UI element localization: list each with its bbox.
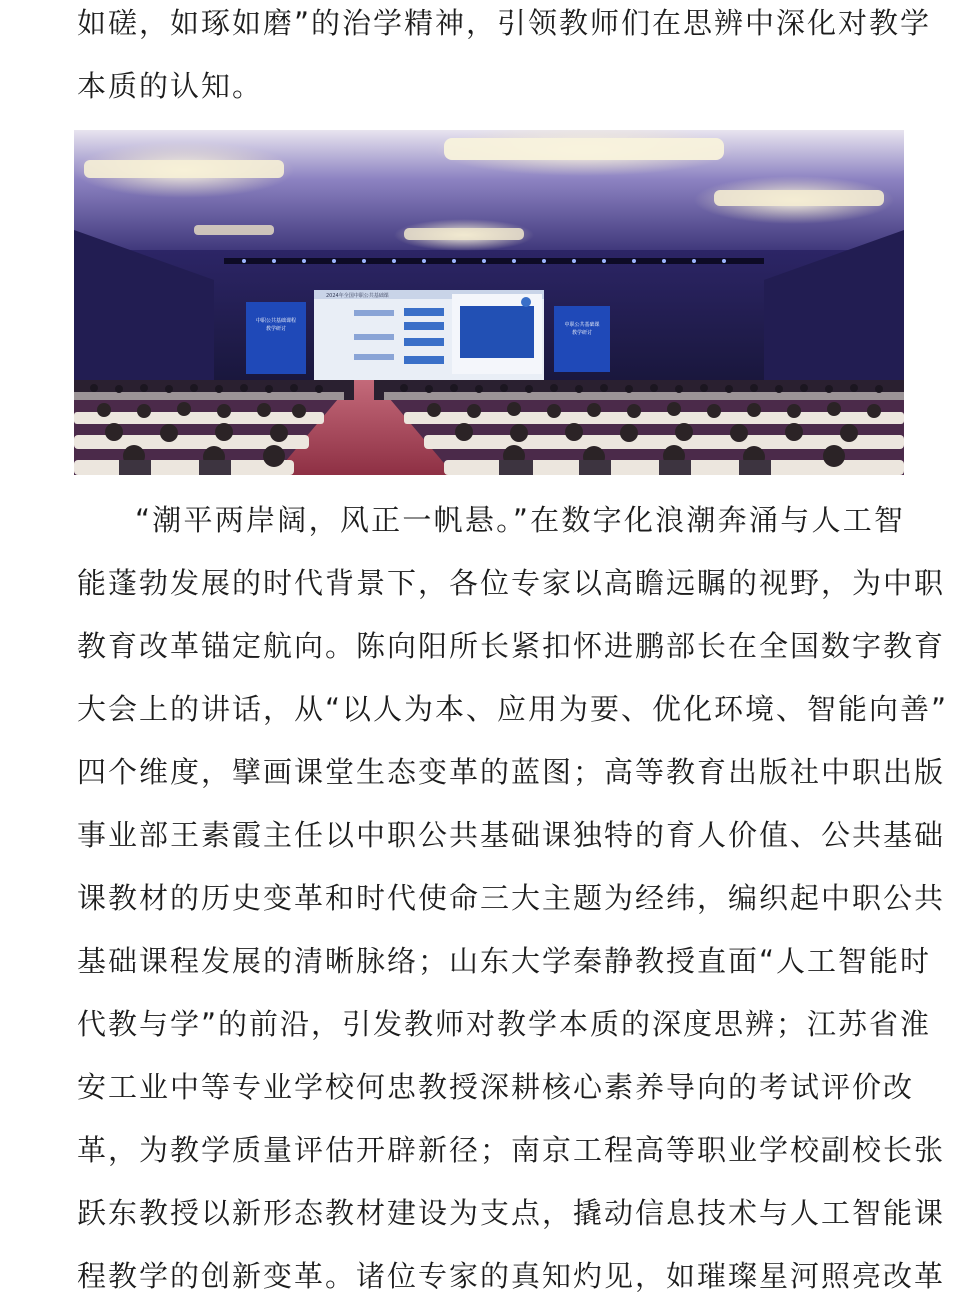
paragraph-line: 如磋，如琢如磨”的治学精神，引领教师们在思辨中深化对教学 <box>77 6 932 40</box>
paragraph-line: 代教与学”的前沿，引发教师对教学本质的深度思辨；江苏省淮 <box>77 1007 932 1041</box>
left-screen-line: 中职公共基础课程 <box>255 318 297 324</box>
left-screen <box>246 302 306 374</box>
right-screen-line: 中职公共基础课 <box>564 322 600 328</box>
paragraph-line: 跃东教授以新形态教材建设为支点，撬动信息技术与人工智能课 <box>77 1196 946 1230</box>
intro-paragraph <box>77 0 932 118</box>
paragraph-line: 本质的认知。 <box>77 69 264 103</box>
paragraph-line: “潮平两岸阔，风正一帆悬。”在数字化浪潮奔涌与人工智 <box>135 503 905 537</box>
paragraph-line: 事业部王素霞主任以中职公共基础课独特的育人价值、公共基础 <box>77 818 946 852</box>
left-screen-line: 教学研讨 <box>265 326 287 332</box>
paragraph-line: 大会上的讲话，从“以人为本、应用为要、优化环境、智能向善” <box>77 692 949 726</box>
paragraph-line: 安工业中等专业学校何忠教授深耕核心素养导向的考试评价改 <box>77 1070 915 1104</box>
paragraph-line: 能蓬勃发展的时代背景下，各位专家以高瞻远瞩的视野，为中职 <box>77 566 946 600</box>
conference-hall-photo <box>74 130 904 475</box>
right-main-screen <box>452 294 542 374</box>
paragraph-line: 教育改革锚定航向。陈向阳所长紧扣怀进鹏部长在全国数字教育 <box>77 629 946 663</box>
paragraph-line: 革，为教学质量评估开辟新径；南京工程高等职业学校副校长张 <box>77 1133 946 1167</box>
paragraph-line: 四个维度，擘画课堂生态变革的蓝图；高等教育出版社中职出版 <box>77 755 946 789</box>
paragraph-line: 基础课程发展的清晰脉络；山东大学秦静教授直面“人工智能时 <box>77 944 932 978</box>
right-screen <box>554 306 610 372</box>
paragraph-line: 程教学的创新变革。诸位专家的真知灼见，如璀璨星河照亮改革 <box>77 1259 946 1293</box>
right-screen-line: 教学研讨 <box>571 330 593 336</box>
paragraph-line: 课教材的历史变革和时代使命三大主题为经纬，编织起中职公共 <box>77 881 946 915</box>
main-screen-title: 2024年全国中职公共基础课 <box>326 293 389 299</box>
body-paragraph <box>77 489 949 1308</box>
